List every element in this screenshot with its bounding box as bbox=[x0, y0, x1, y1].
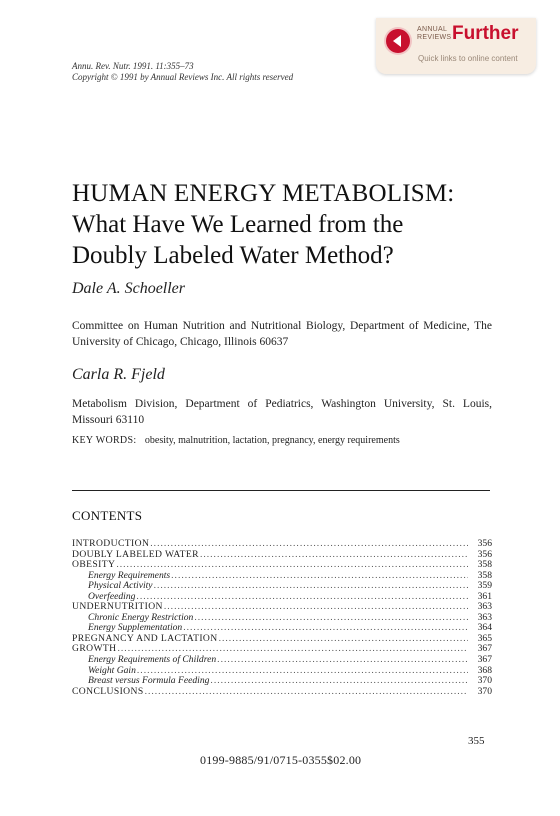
title-line: Doubly Labeled Water Method? bbox=[72, 242, 394, 269]
keywords-label: KEY WORDS: bbox=[72, 435, 137, 446]
toc-leader bbox=[217, 655, 468, 666]
table-of-contents bbox=[72, 539, 492, 697]
further-brand: Further bbox=[452, 23, 519, 44]
author-name: Carla R. Fjeld bbox=[72, 366, 165, 383]
toc-leader bbox=[150, 539, 468, 550]
keywords bbox=[72, 435, 492, 446]
toc-label: CONCLUSIONS bbox=[72, 685, 144, 697]
toc-page: 368 bbox=[477, 664, 492, 676]
toc-page: 359 bbox=[477, 580, 492, 592]
play-arrow-icon bbox=[386, 29, 410, 53]
toc-label: Physical Activity bbox=[88, 580, 153, 592]
toc-label: Weight Gain bbox=[88, 664, 136, 676]
toc-page: 364 bbox=[477, 622, 492, 634]
publisher-label: ANNUAL REVIEWS bbox=[417, 26, 452, 41]
toc-leader bbox=[183, 623, 468, 634]
toc-leader bbox=[136, 592, 468, 603]
citation-line: Annu. Rev. Nutr. 1991. 11:355–73 bbox=[72, 61, 194, 71]
toc-label: GROWTH bbox=[72, 643, 117, 655]
toc-label: Energy Supplementation bbox=[88, 622, 183, 634]
toc-leader bbox=[219, 634, 468, 645]
toc-page: 358 bbox=[477, 569, 492, 581]
toc-leader bbox=[171, 571, 468, 582]
toc-label: Overfeeding bbox=[88, 590, 136, 602]
toc-page: 367 bbox=[477, 643, 492, 655]
section-divider bbox=[72, 490, 490, 491]
contents-heading: CONTENTS bbox=[72, 508, 143, 523]
toc-leader bbox=[200, 550, 468, 561]
toc-entry[interactable] bbox=[72, 581, 492, 592]
toc-leader bbox=[164, 602, 468, 613]
toc-label: UNDERNUTRITION bbox=[72, 601, 163, 613]
author-name: Dale A. Schoeller bbox=[72, 280, 186, 297]
banner-tagline: Quick links to online content bbox=[418, 54, 518, 63]
toc-label: Chronic Energy Restriction bbox=[88, 611, 194, 623]
toc-leader bbox=[154, 581, 468, 592]
author-affiliation: Metabolism Division, Department of Pediatrics, Washington University, St. Louis, Missouri 63110 bbox=[72, 398, 492, 426]
toc-page: 356 bbox=[477, 538, 492, 549]
toc-page: 361 bbox=[477, 590, 492, 602]
toc-label: Energy Requirements bbox=[88, 569, 171, 581]
toc-label: Breast versus Formula Feeding bbox=[88, 675, 210, 687]
copyright-line: Copyright © 1991 by Annual Reviews Inc. All rights reserved bbox=[72, 72, 294, 82]
toc-entry[interactable] bbox=[72, 550, 492, 561]
toc-page: 356 bbox=[477, 548, 492, 560]
toc-label: DOUBLY LABELED WATER bbox=[72, 548, 199, 560]
annual-reviews-further-banner[interactable] bbox=[376, 18, 536, 74]
toc-page: 365 bbox=[477, 632, 492, 644]
toc-entry[interactable] bbox=[72, 655, 492, 666]
toc-page: 370 bbox=[477, 675, 492, 687]
toc-label: OBESITY bbox=[72, 559, 116, 571]
page-number: 355 bbox=[468, 735, 485, 747]
toc-label: PREGNANCY AND LACTATION bbox=[72, 632, 218, 644]
toc-entry[interactable] bbox=[72, 634, 492, 645]
toc-entry[interactable] bbox=[72, 539, 492, 550]
toc-label: Energy Requirements of Children bbox=[88, 654, 217, 666]
article-identifier: 0199-9885/91/0715-0355$02.00 bbox=[200, 753, 362, 767]
title-line: What Have We Learned from the bbox=[72, 211, 404, 238]
toc-leader bbox=[145, 687, 468, 698]
article-title bbox=[72, 178, 512, 271]
title-line: HUMAN ENERGY METABOLISM: bbox=[72, 180, 455, 207]
toc-page: 370 bbox=[477, 685, 492, 697]
citation bbox=[72, 61, 293, 83]
toc-page: 367 bbox=[477, 654, 492, 666]
toc-page: 363 bbox=[477, 611, 492, 623]
toc-label: INTRODUCTION bbox=[72, 538, 150, 549]
author-affiliation: Committee on Human Nutrition and Nutritional Biology, Department of Medicine, The University of Chicago, Chicago, Illinois 60637 bbox=[72, 320, 492, 348]
toc-leader bbox=[194, 613, 468, 624]
toc-entry[interactable] bbox=[72, 687, 492, 698]
toc-leader bbox=[210, 676, 468, 687]
keywords-text: obesity, malnutrition, lactation, pregnancy, energy requirements bbox=[144, 435, 400, 446]
toc-page: 363 bbox=[477, 601, 492, 613]
toc-page: 358 bbox=[477, 559, 492, 571]
